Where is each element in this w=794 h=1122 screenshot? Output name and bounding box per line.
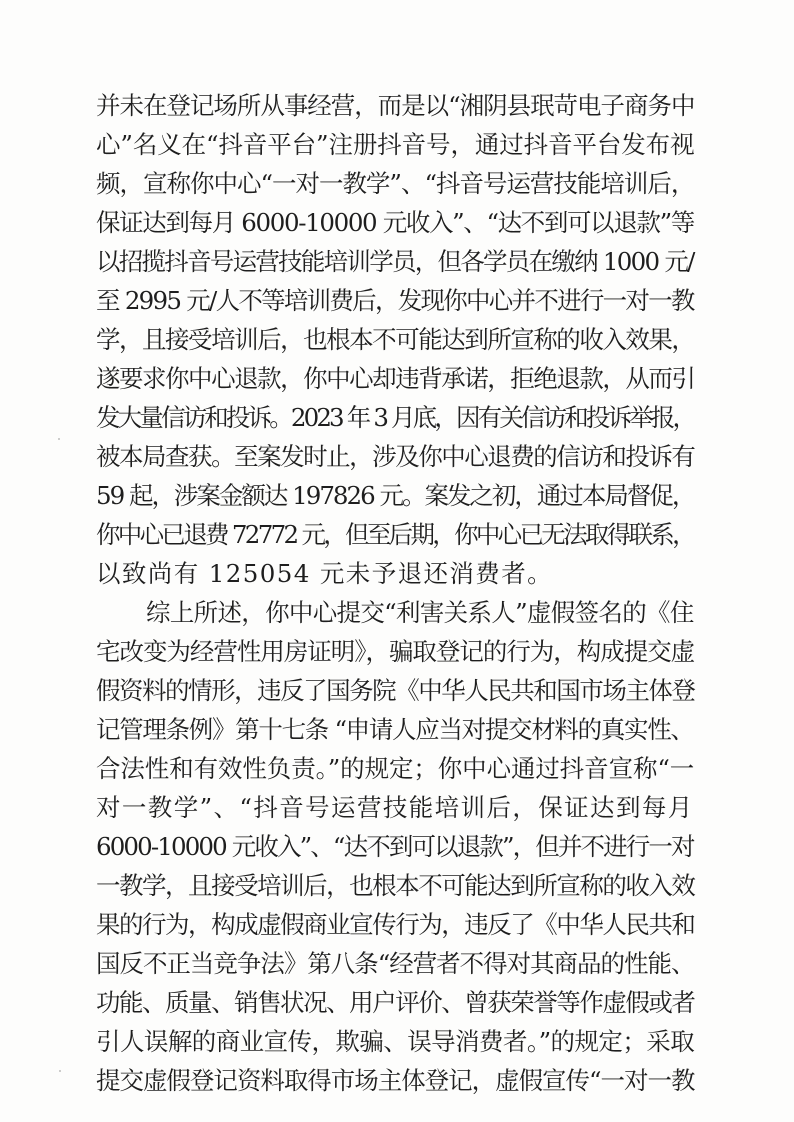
text-line-21: 一教学，且接受培训后，也根本不可能达到所宣称的收入效 bbox=[96, 871, 695, 900]
text-line-20: 6000-10000 元收入”、“达不到可以退款”，但并不进行一对 bbox=[96, 832, 694, 861]
text-line-19: 对一教学”、“抖音号运营技能培训后，保证达到每月 bbox=[96, 793, 694, 822]
text-line-8: 遂要求你中心退款，你中心却违背承诺，拒绝退款，从而引 bbox=[96, 364, 695, 393]
text-line-26: 提交虚假登记资料取得市场主体登记，虚假宣传“一对一教 bbox=[96, 1066, 695, 1095]
text-line-16: 假资料的情形，违反了国务院《中华人民共和国市场主体登 bbox=[96, 676, 695, 705]
text-line-23: 国反不正当竞争法》第八条“经营者不得对其商品的性能、 bbox=[96, 949, 695, 978]
text-line-4: 保证达到每月 6000-10000 元收入”、“达不到可以退款”等 bbox=[96, 208, 694, 237]
scan-speck bbox=[58, 438, 60, 440]
text-line-10: 被本局查获。至案发时止，涉及你中心退费的信访和投诉有 bbox=[96, 442, 695, 471]
text-line-6: 至 2995 元/人不等培训费后，发现你中心并不进行一对一教 bbox=[96, 286, 694, 315]
text-line-15: 宅改变为经营性用房证明》，骗取登记的行为，构成提交虚 bbox=[96, 637, 695, 666]
text-line-22: 果的行为，构成虚假商业宣传行为，违反了《中华人民共和 bbox=[96, 910, 695, 939]
paragraph-2-first-line: 综上所述，你中心提交“利害关系人”虚假签名的《住 bbox=[146, 598, 694, 627]
text-line-5: 以招揽抖音号运营技能培训学员，但各学员在缴纳 1000 元/ bbox=[96, 247, 694, 276]
text-line-9: 发大量信访和投诉。2023 年 3 月底，因有关信访和投诉举报， bbox=[96, 403, 695, 432]
text-line-25: 引人误解的商业宣传，欺骗、误导消费者。”的规定；采取 bbox=[96, 1027, 695, 1056]
text-line-7: 学，且接受培训后，也根本不可能达到所宣称的收入效果， bbox=[96, 325, 695, 354]
text-line-12: 你中心已退费 72772 元，但至后期，你中心已无法取得联系， bbox=[96, 520, 694, 549]
text-line-11: 59 起，涉案金额达 197826 元。案发之初，通过本局督促， bbox=[96, 481, 695, 510]
text-line-1: 并未在登记场所从事经营，而是以“湘阴县珉苛电子商务中 bbox=[96, 91, 695, 120]
text-line-18: 合法性和有效性负责。”的规定；你中心通过抖音宣称“一 bbox=[96, 754, 695, 783]
text-line-17: 记管理条例》第十七条 “申请人应当对提交材料的真实性、 bbox=[96, 715, 694, 744]
scan-speck bbox=[59, 1070, 61, 1072]
text-line-3: 频，宣称你中心“一对一教学”、“抖音号运营技能培训后， bbox=[96, 169, 695, 198]
text-line-2: 心”名义在“抖音平台”注册抖音号，通过抖音平台发布视 bbox=[96, 130, 695, 159]
text-line-24: 功能、质量、销售状况、用户评价、曾获荣誉等作虚假或者 bbox=[96, 988, 695, 1017]
text-line-13: 以致尚有 125054 元未予退还消费者。 bbox=[96, 559, 554, 588]
